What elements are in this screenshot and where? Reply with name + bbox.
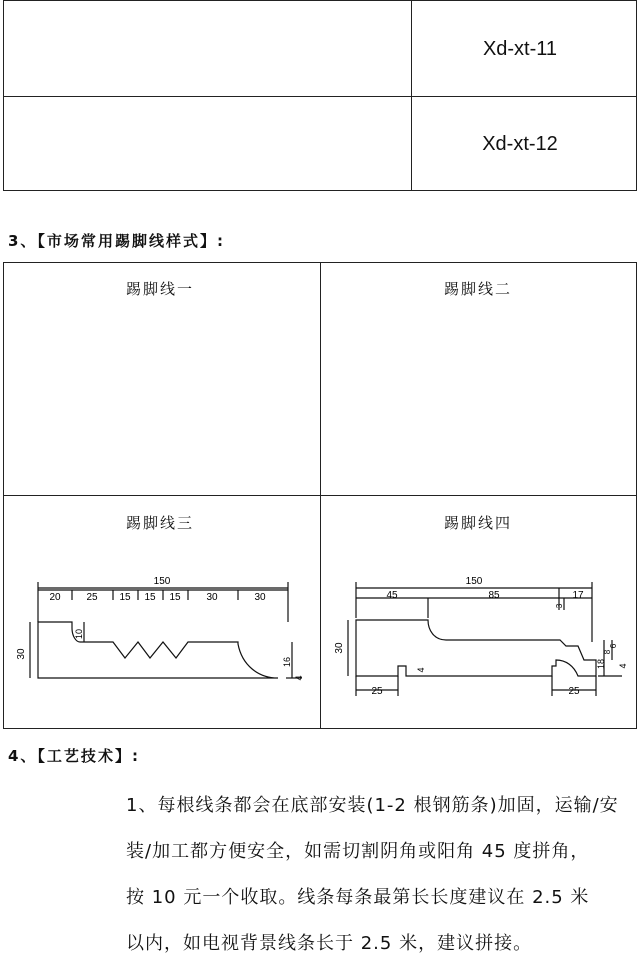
dim-segment-label: 15 [144,592,156,603]
dim-total-label: 150 [465,576,483,587]
style-label-3: 踢脚线三 [125,514,194,532]
paragraph-line: 1、每根线条都会在底部安装(1-2 根钢筋条)加固，运输/安 [126,795,619,816]
section-4-title: 4、【工艺技术】: [8,747,140,765]
dim-height-label: 30 [334,642,345,654]
dim-right-label: 8 [603,649,612,655]
paragraph-line: 以内，如电视背景线条长于 2.5 米，建议拼接。 [126,933,533,954]
dim-segment-label: 30 [254,592,266,603]
dim-groove-label: 10 [74,628,84,640]
dim-segment-label: 85 [488,590,500,601]
dim-notch-label: 4 [416,667,426,673]
dim-segment-label: 25 [86,592,98,603]
dim-end-label: 4 [294,675,304,681]
table-cell-code: Xd-xt-12 [482,133,558,155]
dim-right-label: 18 [596,658,606,670]
style-label-2: 踢脚线二 [443,280,512,298]
dim-segment-label: 15 [119,592,131,603]
style-label-4: 踢脚线四 [443,514,512,532]
dim-foot-label: 25 [371,686,383,697]
dim-end-label: 4 [618,663,628,669]
table-cell-code: Xd-xt-11 [482,38,558,60]
section-3-title: 3、【市场常用踢脚线样式】: [8,232,225,250]
dim-segment-label: 30 [206,592,218,603]
dim-right-height-label: 16 [282,656,292,668]
dim-right-label: 6 [609,643,618,649]
dim-total-label: 150 [153,576,171,587]
skirting-profile-3-drawing [10,570,310,700]
dim-segment-label: 17 [572,590,584,601]
dim-segment-label: 20 [49,592,61,603]
dim-height-label: 30 [16,648,27,660]
dim-foot-label: 25 [568,686,580,697]
dim-segment-label: 45 [386,590,398,601]
style-label-1: 踢脚线一 [125,280,194,298]
dim-segment-label: 15 [169,592,181,603]
paragraph-line: 按 10 元一个收取。线条每条最第长长度建议在 2.5 米 [126,887,590,908]
paragraph-line: 装/加工都方便安全，如需切割阴角或阳角 45 度拼角， [126,841,590,862]
skirting-profile-4-drawing [326,570,632,705]
dim-small-label: 3 [555,603,564,609]
